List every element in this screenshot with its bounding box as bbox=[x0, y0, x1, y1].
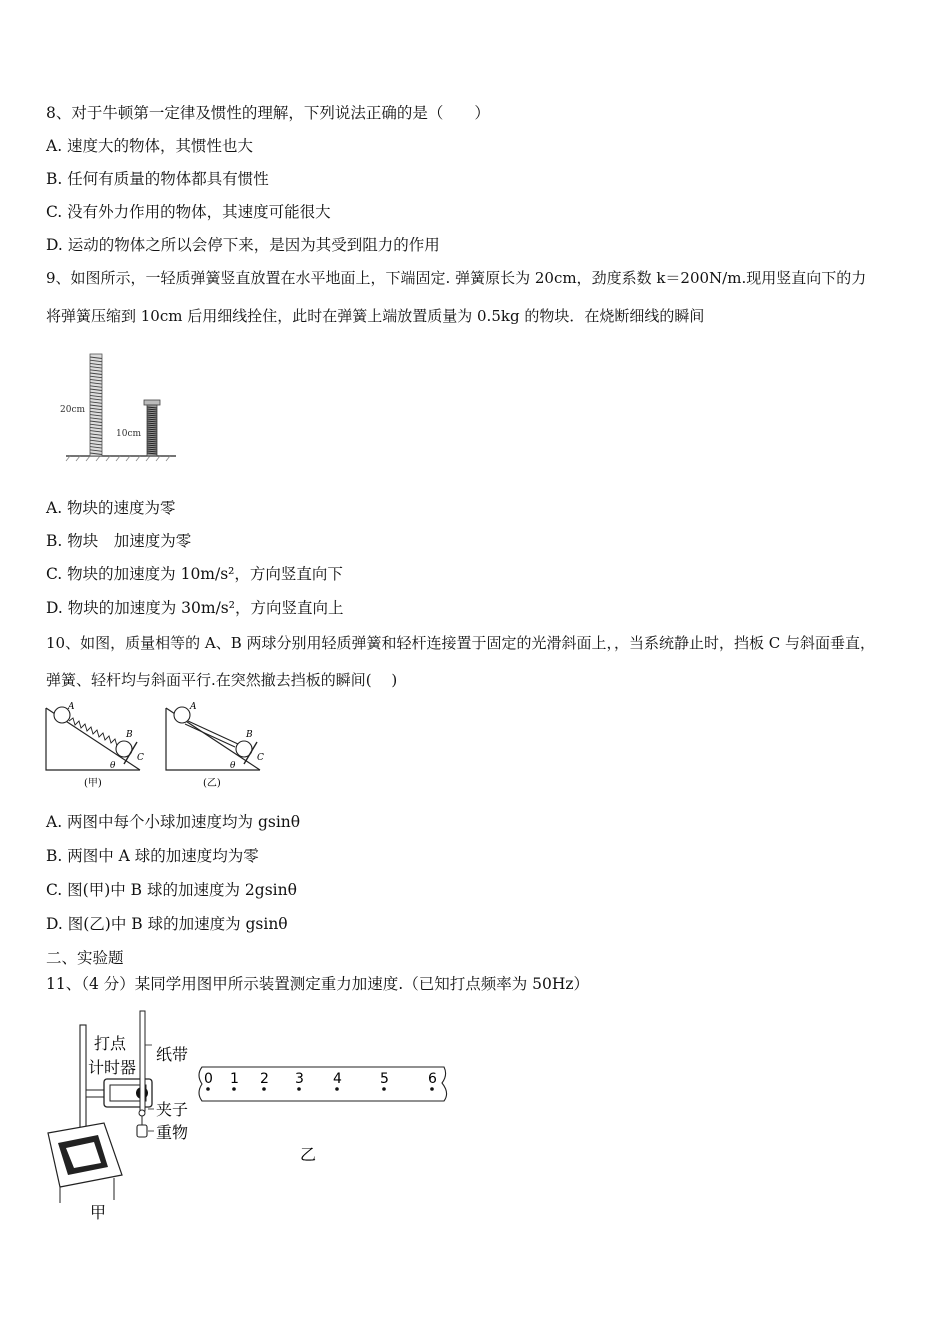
q9-option-b: B. 物块 加速度为零 bbox=[46, 532, 192, 550]
tape-dot bbox=[262, 1087, 266, 1091]
q9-option-d: D. 物块的加速度为 30m/s²，方向竖直向上 bbox=[46, 599, 344, 617]
tape-mark-label: 3 bbox=[295, 1071, 304, 1087]
q8-option-d: D. 运动的物体之所以会停下来，是因为其受到阻力的作用 bbox=[46, 236, 440, 254]
fig-jia-label-a: A bbox=[68, 702, 75, 712]
fig-jia-label-c: C bbox=[137, 753, 144, 763]
incline-figure-yi bbox=[166, 702, 264, 789]
tape-dot bbox=[335, 1087, 339, 1091]
fig-jia-caption: (甲) bbox=[84, 778, 102, 789]
label-yi: 乙 bbox=[300, 1145, 317, 1164]
fig-yi-label-c: C bbox=[257, 753, 264, 763]
tape-mark-label: 1 bbox=[230, 1071, 239, 1087]
q10-option-a: A. 两图中每个小球加速度均为 gsinθ bbox=[46, 813, 301, 831]
label-20cm: 20cm bbox=[60, 405, 86, 415]
label-10cm: 10cm bbox=[116, 429, 142, 439]
label-weight: 重物 bbox=[156, 1123, 189, 1142]
tape-mark-label: 6 bbox=[428, 1071, 437, 1087]
fig-jia-label-b: B bbox=[126, 730, 133, 740]
label-tape: 纸带 bbox=[156, 1045, 189, 1064]
q8-option-a: A. 速度大的物体，其惯性也大 bbox=[46, 137, 254, 155]
tape-mark-label: 0 bbox=[204, 1071, 213, 1087]
fig-yi-label-a: A bbox=[190, 702, 197, 712]
tape-mark-label: 2 bbox=[260, 1071, 269, 1087]
q10-option-c: C. 图(甲)中 B 球的加速度为 2gsinθ bbox=[46, 881, 297, 899]
q9-stem-line2: 将弹簧压缩到 10cm 后用细线拴住，此时在弹簧上端放置质量为 0.5kg 的物块．在烧断细线的瞬间 bbox=[46, 307, 705, 325]
tape-dot bbox=[232, 1087, 236, 1091]
label-clip: 夹子 bbox=[156, 1100, 189, 1119]
fig-yi-label-b: B bbox=[246, 730, 253, 740]
experiment-figure bbox=[44, 1005, 464, 1225]
tape-dot bbox=[382, 1087, 386, 1091]
label-jia: 甲 bbox=[90, 1203, 107, 1222]
fig-jia-theta: θ bbox=[110, 761, 116, 771]
q10-stem-line1: 10、如图，质量相等的 A、B 两球分别用轻质弹簧和轻杆连接置于固定的光滑斜面上，，当系统静止时，挡板 C 与斜面垂直， bbox=[46, 634, 875, 652]
incline-figure-jia bbox=[46, 702, 144, 789]
tape-mark-label: 4 bbox=[333, 1071, 342, 1087]
fig-yi-caption: (乙) bbox=[203, 778, 221, 789]
tape-dot bbox=[430, 1087, 434, 1091]
q10-option-b: B. 两图中 A 球的加速度均为零 bbox=[46, 847, 259, 865]
label-timer-line1: 打点 bbox=[94, 1034, 127, 1053]
incline-figures bbox=[40, 700, 280, 795]
q11-stem: 11、（4 分）某同学用图甲所示装置测定重力加速度.（已知打点频率为 50Hz） bbox=[46, 975, 590, 993]
tape-dot bbox=[297, 1087, 301, 1091]
fig-yi-theta: θ bbox=[230, 761, 236, 771]
q10-option-d: D. 图(乙)中 B 球的加速度为 gsinθ bbox=[46, 915, 288, 933]
q8-option-b: B. 任何有质量的物体都具有惯性 bbox=[46, 170, 269, 188]
q9-stem-line1: 9、如图所示，一轻质弹簧竖直放置在水平地面上，下端固定. 弹簧原长为 20cm，劲度系数 k＝200N/m.现用竖直向下的力 bbox=[46, 269, 867, 287]
section-heading: 二、实验题 bbox=[46, 949, 124, 967]
q9-option-a: A. 物块的速度为零 bbox=[46, 499, 176, 517]
tape-dot bbox=[206, 1087, 210, 1091]
spring-figure bbox=[48, 350, 180, 462]
tape-mark-label: 5 bbox=[380, 1071, 389, 1087]
q10-stem-line2: 弹簧、轻杆均与斜面平行.在突然撤去挡板的瞬间( ) bbox=[46, 671, 398, 689]
q8-option-c: C. 没有外力作用的物体，其速度可能很大 bbox=[46, 203, 331, 221]
q8-stem: 8、对于牛顿第一定律及惯性的理解，下列说法正确的是（ ） bbox=[46, 104, 490, 122]
label-timer-line2: 计时器 bbox=[88, 1058, 137, 1077]
q9-option-c: C. 物块的加速度为 10m/s²，方向竖直向下 bbox=[46, 565, 343, 583]
